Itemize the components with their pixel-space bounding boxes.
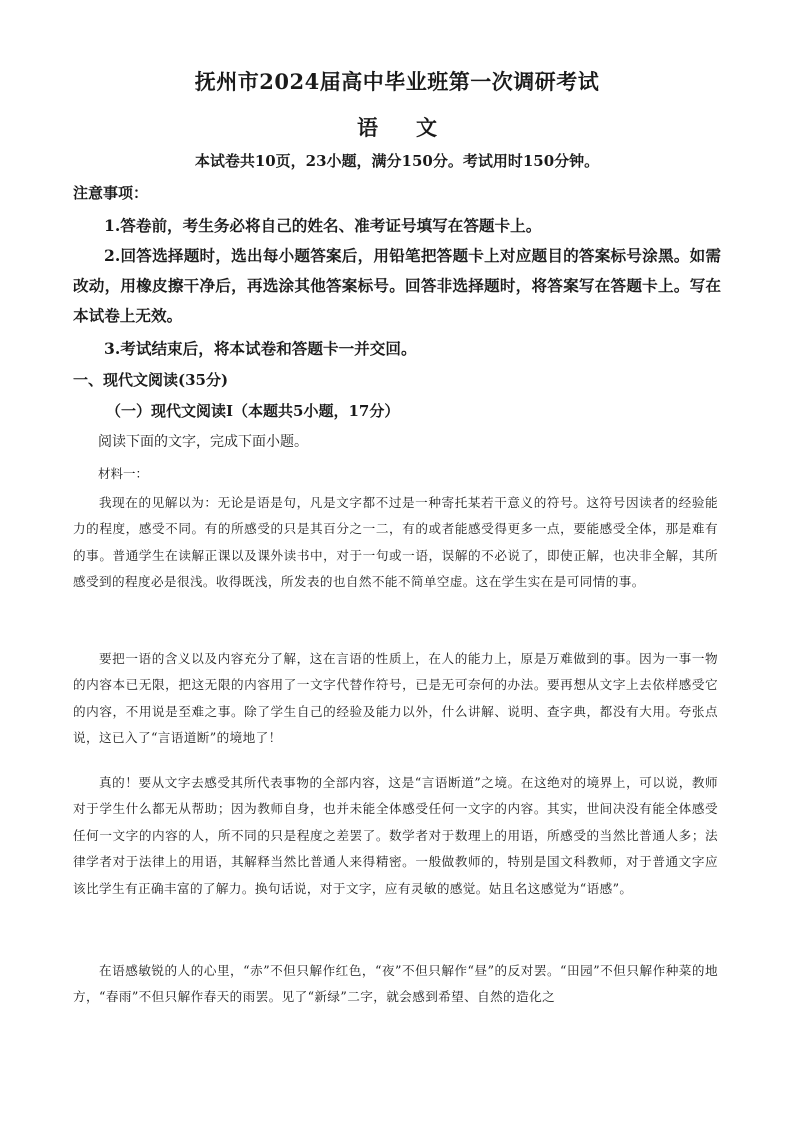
note-item-3: 3.考试结束后，将本试卷和答题卡一并交回。 xyxy=(104,339,417,358)
notes-heading: 注意事项： xyxy=(73,184,149,202)
note-item-1: 1.答卷前，考生务必将自己的姓名、准考证号填写在答题卡上。 xyxy=(104,216,542,235)
body-paragraph-4: 在语感敏锐的人的心里，“赤”不但只解作红色，“夜”不但只解作“昼”的反对罢。“田园”不但只解作种菜的地方，“春雨”不但只解作春天的雨罢。见了“新绿”二字，就会感到希望、自然的造化之 xyxy=(73,963,718,1005)
exam-title: 抚州市2024届高中毕业班第一次调研考试 xyxy=(194,69,600,94)
section-heading: 一、现代文阅读(35分) xyxy=(73,371,229,389)
subject-title: 语文 xyxy=(357,115,475,140)
exam-info: 本试卷共10页，23小题，满分150分。考试用时150分钟。 xyxy=(194,152,600,170)
body-paragraph-1: 我现在的见解以为：无论是语是句，凡是文字都不过是一种寄托某若干意义的符号。这符号因读者的经验能力的程度，感受不同。有的所感受的只是其百分之一二，有的或者能感受得更多一点，要能感受全体，那是难有的事。普通学生在读解正课以及课外读书中，对于一句或一语，误解的不必说了，即使正解，也决非全解，其所感受到的程度必是很浅。收得既浅，所发表的也自然不能不简单空虚。这在学生实在是可同情的事。 xyxy=(73,495,718,590)
note-item-2: 2.回答选择题时，选出每小题答案后，用铅笔把答题卡上对应题目的答案标号涂黑。如需改动，用橡皮擦干净后，再选涂其他答案标号。回答非选择题时，将答案写在答题卡上。写在本试卷上无效。 xyxy=(73,246,721,325)
body-paragraph-3: 真的！要从文字去感受其所代表事物的全部内容，这是“言语断道”之境。在这绝对的境界上，可以说，教师对于学生什么都无从帮助；因为教师自身，也并未能全体感受任何一文字的内容。其实，世间决没有能全体感受任何一文字的内容的人，所不同的只是程度之差罢了。数学者对于数理上的用语，所感受的当然比普通人多；法律学者对于法律上的用语，其解释当然比普通人来得精密。一般做教师的，特别是国文科教师，对于普通文字应该比学生有正确丰富的了解力。换句话说，对于文字，应有灵敏的感觉。姑且名这感觉为“语感”。 xyxy=(73,775,718,896)
subsection-heading: （一）现代文阅读Ⅰ（本题共5小题，17分） xyxy=(106,402,400,420)
reading-instruction: 阅读下面的文字，完成下面小题。 xyxy=(98,434,308,450)
material-label: 材料一： xyxy=(98,466,149,481)
body-paragraph-2: 要把一语的含义以及内容充分了解，这在言语的性质上，在人的能力上，原是万难做到的事。因为一事一物的内容本已无限，把这无限的内容用了一文字代替作符号，已是无可奈何的办法。要再想从文字上去依样感受它的内容，不用说是至难之事。除了学生自己的经验及能力以外，什么讲解、说明、查字典，都没有大用。夸张点说，这已入了“言语道断”的境地了！ xyxy=(73,651,718,746)
